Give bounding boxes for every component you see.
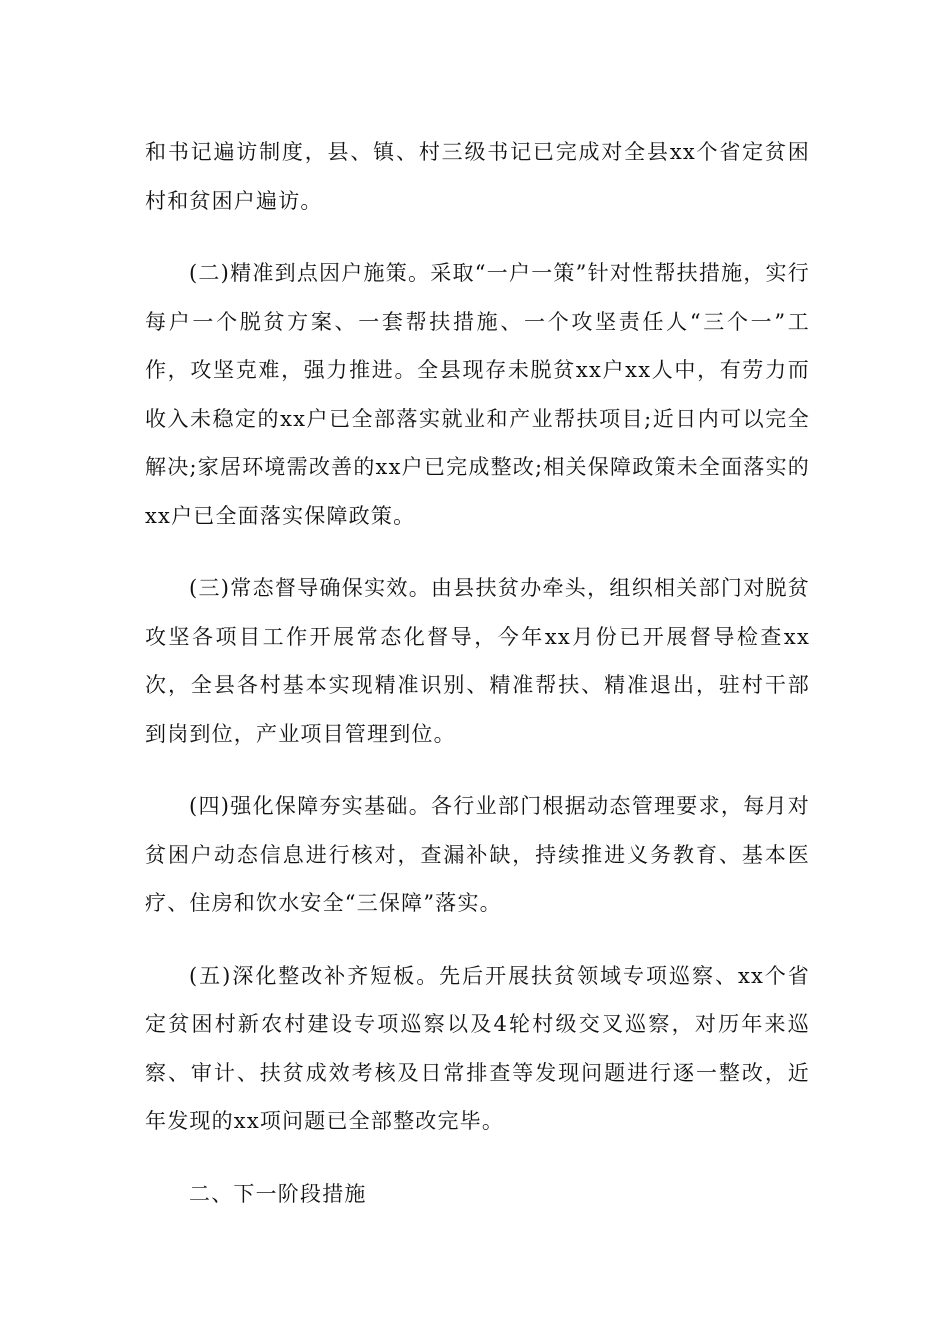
paragraph-precise-policy: (二)精准到点因户施策。采取“一户一策”针对性帮扶措施，实行每户一个脱贫方案、一套帮扶措施、一个攻坚责任人“三个一”工作，攻坚克难，强力推进。全县现存未脱贫xx户xx人中，有劳力而收入未稳定的xx户已全部落实就业和产业帮扶项目;近日内可以完全解决;家居环境需改善的xx户已完成整改;相关保障政策未全面落实的xx户已全面落实保障政策。 — [145, 261, 810, 528]
document-body — [145, 128, 810, 1218]
paragraph-continuation: 和书记遍访制度，县、镇、村三级书记已完成对全县xx个省定贫困村和贫困户遍访。 — [145, 140, 810, 213]
paragraph-guarantee: (四)强化保障夯实基础。各行业部门根据动态管理要求，每月对贫困户动态信息进行核对，查漏补缺，持续推进义务教育、基本医疗、住房和饮水安全“三保障”落实。 — [145, 794, 810, 915]
paragraph-rectification: (五)深化整改补齐短板。先后开展扶贫领域专项巡察、xx个省定贫困村新农村建设专项巡察以及4轮村级交叉巡察，对历年来巡察、审计、扶贫成效考核及日常排查等发现问题进行逐一整改，近年发现的xx项问题已全部整改完毕。 — [145, 963, 810, 1133]
section-heading-next-steps: 二、下一阶段措施 — [189, 1181, 367, 1206]
paragraph-supervision: (三)常态督导确保实效。由县扶贫办牵头，组织相关部门对脱贫攻坚各项目工作开展常态化督导，今年xx月份已开展督导检查xx次，全县各村基本实现精准识别、精准帮扶、精准退出，驻村干部到岗到位，产业项目管理到位。 — [145, 576, 810, 746]
